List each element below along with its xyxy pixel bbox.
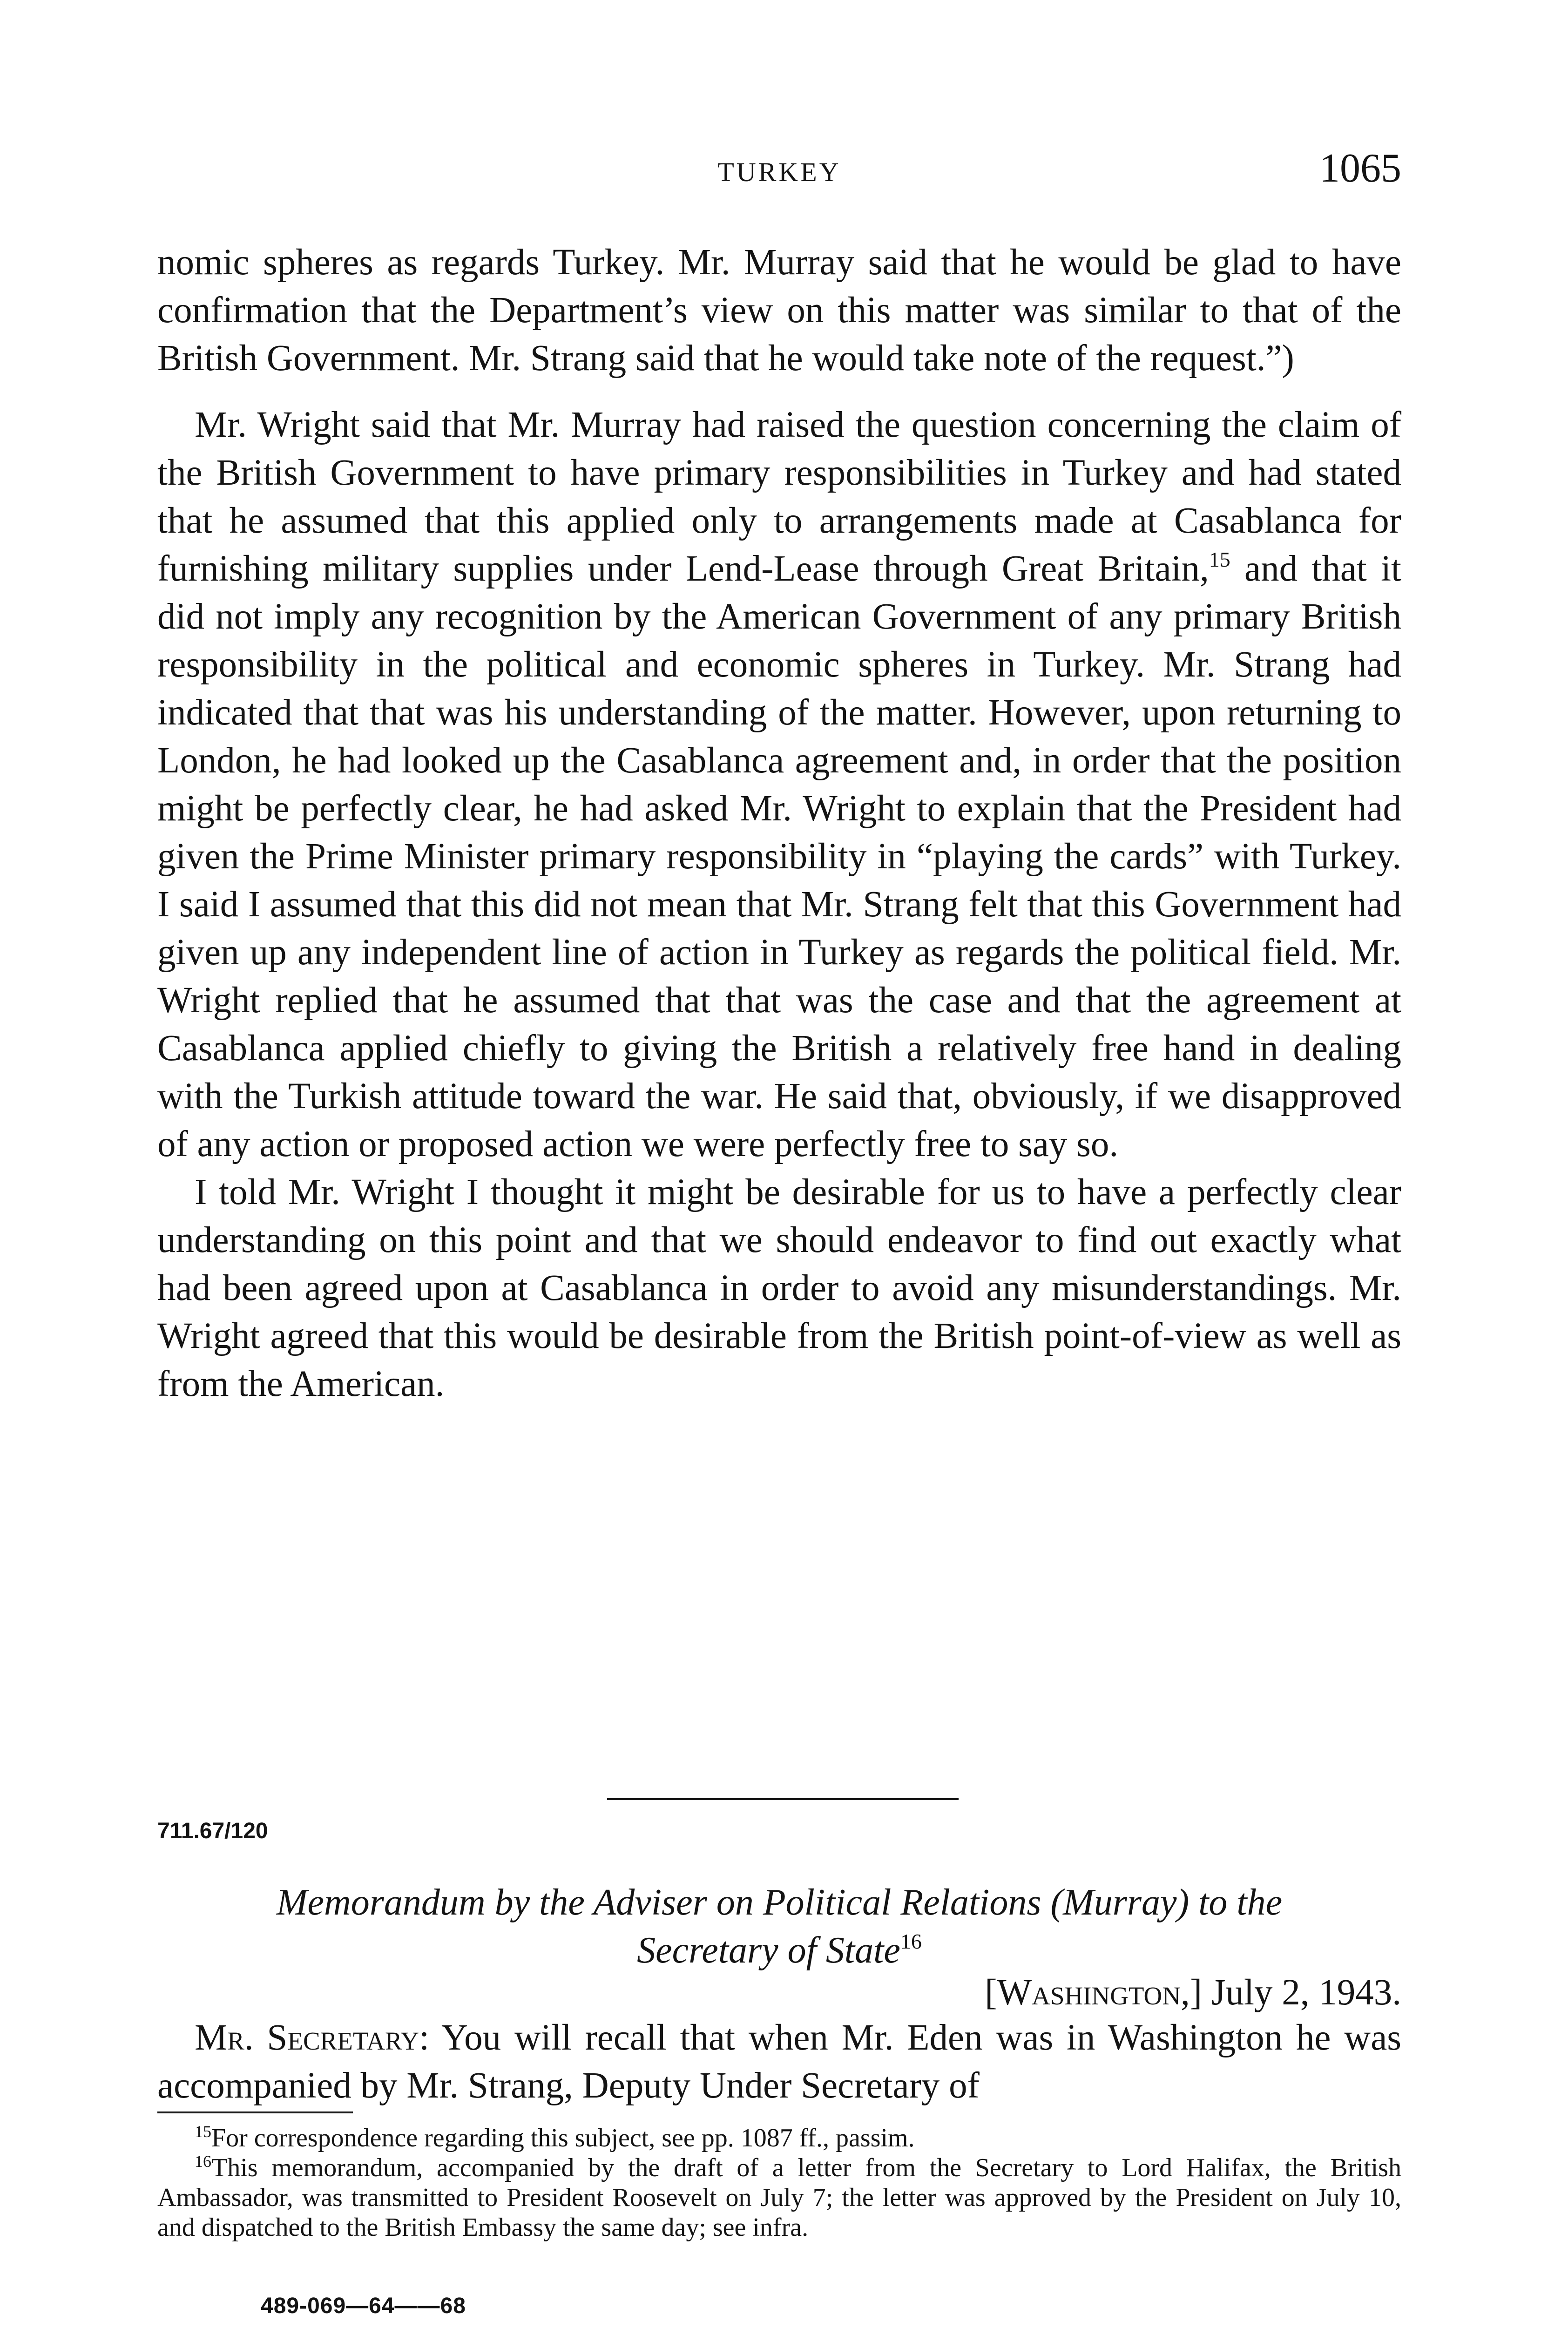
- dateline-date: July 2, 1943.: [1211, 1972, 1401, 2013]
- page-number: 1065: [1319, 146, 1401, 191]
- section-divider: [607, 1798, 959, 1800]
- paragraph-wright: [157, 401, 1401, 1168]
- paragraph-told-wright: I told Mr. Wright I thought it might be desirable for us to have a perfectly clear understanding on this point and that we should endeavor to find out exactly what had been agreed upon at Casablanca in order to avoid any misunderstandings. Mr. Wright agreed that this would be desirable from the British point-of-view as well as from the American.: [157, 1172, 1401, 1404]
- memorandum-opening: [157, 2014, 1401, 2110]
- footnote-16-text: This memorandum, accompanied by the draft of a letter from the Secretary to Lord Halifax, the British Ambassador, was transmitted to President Roosevelt on July 7; the letter was approved by the President on July 10, and dispatched to the British Embassy the same day; see infra.: [157, 2153, 1401, 2242]
- printer-imprint: 489-069—64——68: [261, 2294, 466, 2318]
- memorandum-opening-paragraph: [157, 2014, 1401, 2110]
- running-head: [157, 148, 1401, 199]
- footnote-16-marker: 16: [195, 2152, 211, 2171]
- memorandum-title-line1: Memorandum by the Adviser on Political Relations (Murray) to the: [276, 1882, 1283, 1923]
- running-title: TURKEY: [717, 157, 841, 187]
- body-text: [157, 238, 1401, 1408]
- footnote-rule: [157, 2111, 353, 2113]
- salutation: Mr. Secretary:: [195, 2017, 430, 2058]
- memorandum-title-recipient: Secretary of State: [637, 1930, 900, 1971]
- paragraph-continuation: nomic spheres as regards Turkey. Mr. Murray said that he would be glad to have confirmation that the Department’s view on this matter was similar to that of the British Government. Mr. Strang said that he would take note of the request.”): [157, 242, 1401, 379]
- footnote-16: [157, 2153, 1401, 2242]
- footnote-ref-15[interactable]: 15: [1209, 548, 1230, 571]
- footnotes: [157, 2123, 1401, 2242]
- opening-text: You will recall that when Mr. Eden was in Washington he was accompanied by Mr. Strang, Deputy Under Secretary of: [157, 2017, 1402, 2106]
- memorandum-title-line2: [157, 1927, 1401, 1975]
- footnote-15-text: For correspondence regarding this subject, see pp. 1087 ff., passim.: [211, 2124, 915, 2152]
- memorandum-title: [157, 1879, 1401, 1975]
- footnote-15-marker: 15: [195, 2122, 211, 2141]
- dateline-place: [Washington,]: [985, 1972, 1203, 2013]
- footnote-ref-16[interactable]: 16: [900, 1929, 922, 1953]
- footnote-15: [157, 2123, 1401, 2153]
- dateline: [985, 1972, 1401, 2014]
- paragraph-wright-part1: Mr. Wright said that Mr. Murray had raised the question concerning the claim of the British Government to have primary responsibilities in Turkey and had stated that he assumed that this applied only to arrangements made at Casablanca for furnishing military supplies under Lend-Lease through Great Britain,: [157, 405, 1401, 589]
- paragraph-wright-part2: and that it did not imply any recognition by the American Government of any primary British responsibility in the political and economic spheres in Turkey. Mr. Strang had indicated that that was his understanding of the matter. However, upon returning to London, he had looked up the Casablanca agreement and, in order that the position might be perfectly clear, he had asked Mr. Wright to explain that the President had given the Prime Minister primary responsibility in “playing the cards” with Turkey. I said I assumed that this did not mean that Mr. Strang felt that this Government had given up any independent line of action in Turkey as regards the political field. Mr. Wright replied that he assumed that that was the case and that the agreement at Casablanca applied chiefly to giving the British a relatively free hand in dealing with the Turkish attitude toward the war. He said that, obviously, if we disapproved of any action or proposed action we were perfectly free to say so.: [157, 548, 1401, 1164]
- file-number: 711.67/120: [157, 1819, 268, 1843]
